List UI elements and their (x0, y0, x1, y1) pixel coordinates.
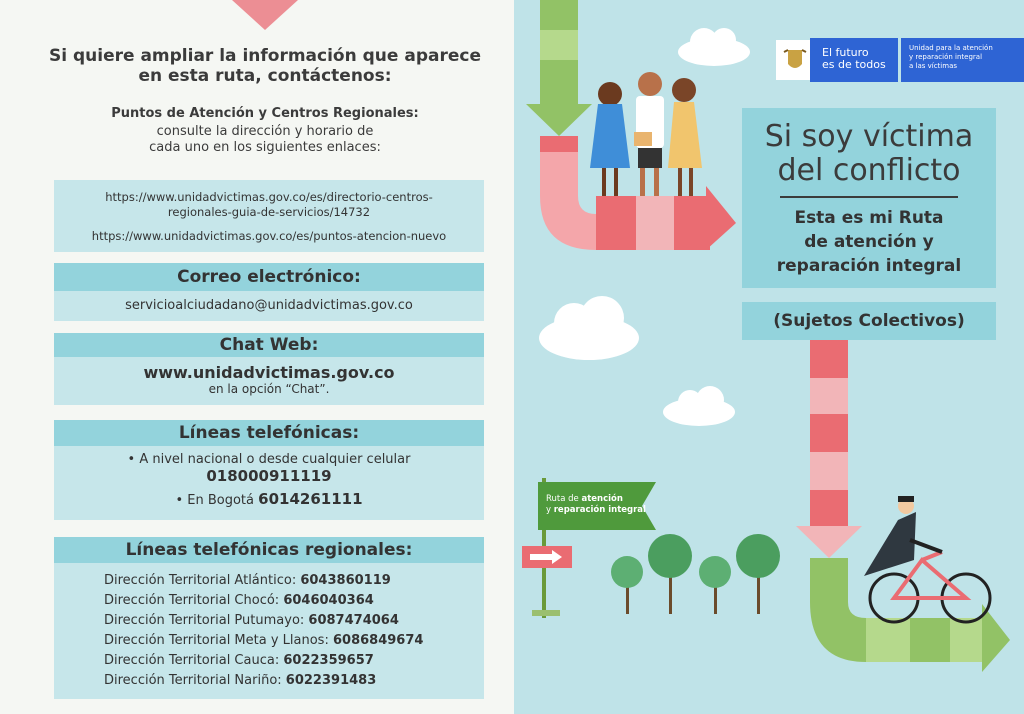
sign-bold2: reparación integral (553, 505, 646, 515)
regional-row-name: Dirección Territorial Putumayo: (104, 613, 305, 628)
cover-title-line1: Si soy víctima (764, 119, 974, 154)
chat-site[interactable]: www.unidadvictimas.gov.co (143, 363, 395, 382)
logo-line2: es de todos (822, 58, 886, 71)
title-divider (780, 196, 958, 198)
regional-row-number[interactable]: 6086849674 (332, 633, 424, 648)
regional-row (104, 591, 484, 611)
cyclist-illustration (864, 496, 990, 622)
intro-subtitle: Puntos de Atención y Centros Regionales: (111, 106, 419, 121)
people-illustration (590, 72, 702, 196)
regional-row-name: Dirección Territorial Chocó: (104, 593, 280, 608)
chat-option: en la opción “Chat”. (208, 382, 330, 396)
link-directory-line2[interactable]: regionales-guia-de-servicios/14732 (167, 205, 371, 219)
intro-title-text: Si quiere ampliar la información que aparece en esta ruta, contáctenos: (49, 46, 481, 86)
cloud-icon (663, 386, 735, 426)
unit-logo-line3: a las víctimas (909, 62, 958, 70)
regional-row-number[interactable]: 6046040364 (283, 593, 374, 608)
regional-row (104, 611, 484, 631)
intro-subtext-line1: consulte la dirección y horario de (156, 124, 374, 139)
cloud-icon (539, 296, 639, 360)
phones-bogota (54, 490, 484, 508)
regional-heading: Líneas telefónicas regionales: (54, 537, 484, 563)
phones-heading: Líneas telefónicas: (54, 420, 484, 446)
colombia-shield-icon (776, 40, 814, 80)
email-heading: Correo electrónico: (54, 263, 484, 291)
phones-national-text: • A nivel nacional o desde cualquier celular (127, 452, 411, 467)
subjects-label: (Sujetos Colectivos) (742, 302, 996, 340)
tree-icon (611, 556, 643, 614)
regional-list (104, 571, 484, 691)
links-box (54, 180, 484, 252)
sign-prefix: Ruta de (546, 494, 579, 504)
phones-box (54, 446, 484, 520)
regional-row-number[interactable]: 6043860119 (300, 573, 391, 588)
tree-icon (648, 534, 692, 614)
regional-row-name: Dirección Territorial Cauca: (104, 653, 280, 668)
top-arrow-icon (232, 0, 298, 30)
logo-line1: El futuro (822, 46, 869, 59)
regional-row-number[interactable]: 6087474064 (308, 613, 399, 628)
sign-prefix2: y (546, 505, 552, 515)
intro-subtext-line2: cada uno en los siguientes enlaces: (149, 140, 381, 155)
cover-subtitle (742, 206, 996, 278)
regional-row-number[interactable]: 6022359657 (283, 653, 374, 668)
link-attention-points[interactable]: https://www.unidadvictimas.gov.co/es/puntos-atencion-nuevo (91, 229, 447, 243)
regional-row-name: Dirección Territorial Meta y Llanos: (104, 633, 329, 648)
regional-row (104, 631, 484, 651)
regional-row-name: Dirección Territorial Atlántico: (104, 573, 297, 588)
cover-subtitle-line1: Esta es mi Ruta (794, 208, 944, 228)
regional-box (54, 563, 484, 699)
cover-subtitle-line2: de atención y (804, 232, 934, 252)
cover-subtitle-line3: reparación integral (776, 256, 962, 276)
chat-box (54, 357, 484, 405)
tree-icon (736, 534, 780, 614)
regional-row (104, 571, 484, 591)
phones-bogota-number[interactable]: 6014261111 (258, 490, 363, 508)
unit-logo-line1: Unidad para la atención (909, 44, 993, 52)
cloud-icon (678, 28, 750, 66)
regional-row-number[interactable]: 6022391483 (285, 673, 377, 688)
intro-subtext (40, 124, 490, 156)
sign-bold1: atención (581, 494, 623, 504)
brand-logo (810, 38, 898, 82)
regional-row (104, 671, 484, 691)
cover-title (742, 120, 996, 188)
sign-text (546, 494, 646, 516)
phones-bogota-text: • En Bogotá (175, 493, 254, 508)
intro-title (40, 46, 490, 86)
regional-row-name: Dirección Territorial Nariño: (104, 673, 282, 688)
regional-row (104, 651, 484, 671)
cover-title-line2: del conflicto (777, 153, 961, 188)
phones-national-number[interactable]: 018000911119 (206, 467, 332, 485)
unit-logo (901, 38, 1024, 82)
chat-heading: Chat Web: (54, 333, 484, 357)
unit-logo-line2: y reparación integral (909, 53, 983, 61)
email-value[interactable]: servicioalciudadano@unidadvictimas.gov.co (54, 291, 484, 321)
link-directory[interactable] (54, 190, 484, 220)
tree-icon (699, 556, 731, 614)
link-directory-line1[interactable]: https://www.unidadvictimas.gov.co/es/directorio-centros- (105, 190, 433, 204)
